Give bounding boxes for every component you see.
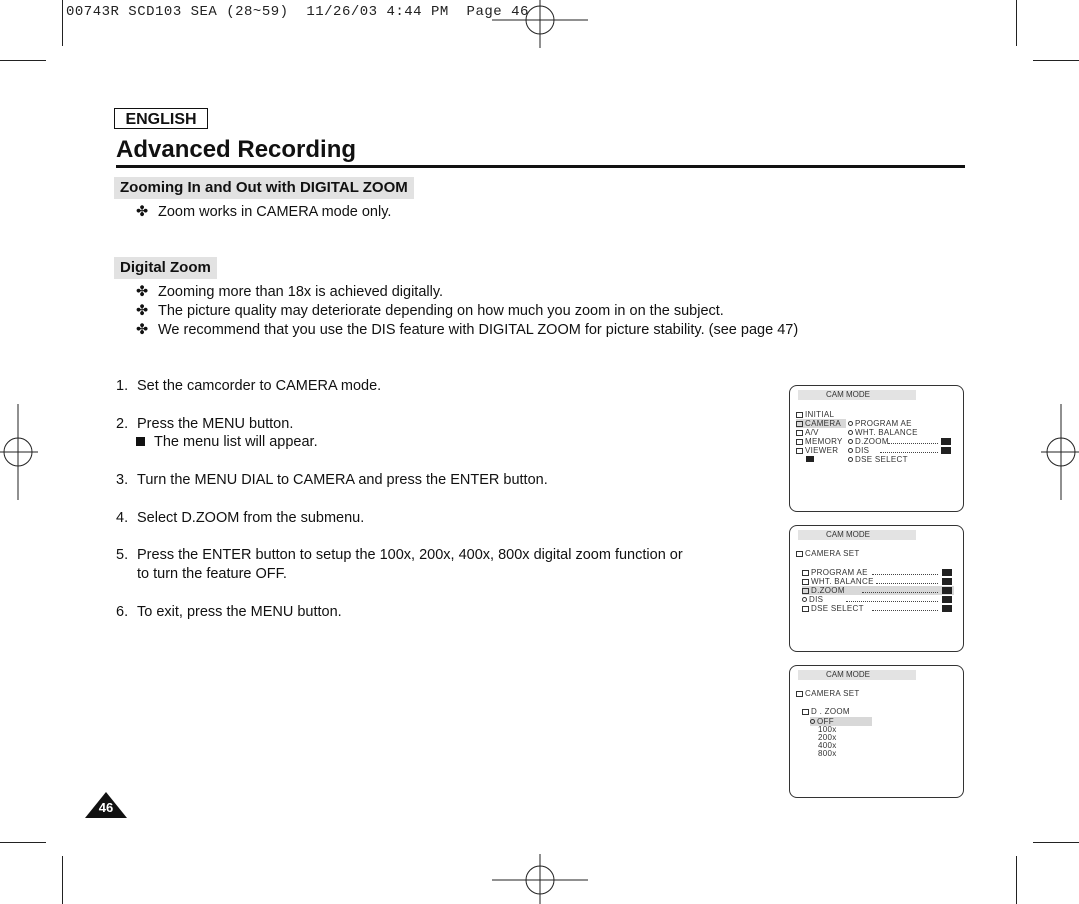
- dotted-leader: [880, 452, 938, 453]
- camera-set-header: CAMERA SET: [796, 689, 860, 698]
- sub-icon: [806, 456, 814, 462]
- crop-mark: [62, 0, 63, 46]
- option-item: 100x: [818, 725, 837, 734]
- viewer-icon: [796, 448, 803, 454]
- step-item: 6. To exit, press the MENU button.: [116, 604, 342, 620]
- menu-item-av: A/V: [796, 428, 819, 437]
- camera-set-header: CAMERA SET: [796, 549, 860, 558]
- value-indicator: [942, 569, 952, 576]
- dzoom-item: D . ZOOM: [802, 707, 850, 716]
- dotted-leader: [888, 443, 938, 444]
- step-item: 2. Press the MENU button.: [116, 416, 294, 432]
- option-item: 400x: [818, 741, 837, 750]
- setting-icon: [802, 588, 809, 594]
- radio-icon: [848, 421, 853, 426]
- step-continuation: to turn the feature OFF.: [137, 566, 287, 582]
- setting-icon: [802, 570, 809, 576]
- option-item: 200x: [818, 733, 837, 742]
- radio-icon: [810, 719, 815, 724]
- radio-icon: [848, 448, 853, 453]
- option-item: 800x: [818, 749, 837, 758]
- step-sub-item: The menu list will appear.: [136, 434, 318, 450]
- value-indicator: [942, 587, 952, 594]
- section-heading-digital-zoom: Digital Zoom: [114, 257, 217, 279]
- radio-icon: [848, 430, 853, 435]
- setting-icon: [802, 709, 809, 715]
- bullet-item: ✤ We recommend that you use the DIS feature with DIGITAL ZOOM for picture stability. (see page 47): [136, 322, 799, 338]
- value-indicator: [941, 438, 951, 445]
- bullet-mark-icon: ✤: [136, 322, 149, 338]
- setting-icon: [802, 606, 809, 612]
- bullet-mark-icon: ✤: [136, 204, 149, 220]
- setting-item: WHT. BALANCE: [802, 577, 874, 586]
- dotted-leader: [872, 574, 938, 575]
- bullet-item: ✤ The picture quality may deteriorate depending on how much you zoom in on the subject.: [136, 303, 724, 319]
- setting-icon: [802, 579, 809, 585]
- registration-mark-icon: [1039, 402, 1079, 502]
- menu-screen-1: [789, 385, 964, 512]
- step-item: 1. Set the camcorder to CAMERA mode.: [116, 378, 382, 394]
- submenu-item: DSE SELECT: [848, 455, 908, 464]
- submenu-item: DIS: [848, 446, 869, 455]
- bullet-mark-icon: ✤: [136, 284, 149, 300]
- dotted-leader: [846, 601, 938, 602]
- bullet-item: ✤ Zooming more than 18x is achieved digitally.: [136, 284, 444, 300]
- radio-icon: [848, 457, 853, 462]
- crop-mark: [1033, 60, 1079, 61]
- menu-icon: [796, 412, 803, 418]
- registration-mark-icon: [0, 402, 40, 502]
- value-indicator: [942, 578, 952, 585]
- crop-mark: [1016, 0, 1017, 46]
- setting-item-selected: D.ZOOM: [802, 586, 954, 595]
- menu-item-viewer: VIEWER: [796, 446, 838, 455]
- menu-item-memory: MEMORY: [796, 437, 843, 446]
- camera-icon: [796, 691, 803, 697]
- submenu-item: D.ZOOM: [848, 437, 889, 446]
- menu-screen-3: [789, 665, 964, 798]
- option-selected: OFF: [810, 717, 872, 726]
- mode-bar: CAM MODE: [798, 530, 916, 540]
- crop-mark: [0, 842, 46, 843]
- radio-icon: [848, 439, 853, 444]
- mode-bar: CAM MODE: [798, 390, 916, 400]
- title-divider: [116, 165, 965, 168]
- crop-mark: [1016, 856, 1017, 904]
- menu-item-camera: CAMERA: [796, 419, 846, 428]
- setting-item: PROGRAM AE: [802, 568, 868, 577]
- submenu-item: PROGRAM AE: [848, 419, 912, 428]
- crop-mark: [62, 856, 63, 904]
- section-heading-digital-zoom-mode: Zooming In and Out with DIGITAL ZOOM: [114, 177, 414, 199]
- av-icon: [796, 430, 803, 436]
- bullet-mark-icon: ✤: [136, 303, 149, 319]
- language-badge: ENGLISH: [114, 108, 208, 129]
- crop-mark: [0, 60, 46, 61]
- step-item: 5. Press the ENTER button to setup the 100x, 200x, 400x, 800x digital zoom function or: [116, 547, 683, 563]
- crop-mark: [1033, 842, 1079, 843]
- value-indicator: [942, 605, 952, 612]
- memory-icon: [796, 439, 803, 445]
- setting-item: DIS: [802, 595, 823, 604]
- camera-icon: [796, 421, 803, 427]
- radio-icon: [802, 597, 807, 602]
- mode-bar: CAM MODE: [798, 670, 916, 680]
- menu-screen-2: [789, 525, 964, 652]
- bullet-item: ✤ Zoom works in CAMERA mode only.: [136, 204, 392, 220]
- registration-mark-icon: [490, 0, 590, 50]
- step-item: 4. Select D.ZOOM from the submenu.: [116, 510, 365, 526]
- dotted-leader: [862, 592, 938, 593]
- dotted-leader: [876, 583, 938, 584]
- setting-item: DSE SELECT: [802, 604, 864, 613]
- page-title: Advanced Recording: [116, 136, 357, 163]
- registration-mark-icon: [490, 854, 590, 904]
- dotted-leader: [872, 610, 938, 611]
- value-indicator: [941, 447, 951, 454]
- camera-icon: [796, 551, 803, 557]
- print-header: 00743R SCD103 SEA (28~59) 11/26/03 4:44 PM Page 46: [66, 4, 529, 20]
- step-item: 3. Turn the MENU DIAL to CAMERA and press the ENTER button.: [116, 472, 548, 488]
- page-number: 46: [85, 792, 127, 818]
- value-indicator: [942, 596, 952, 603]
- menu-item-initial: INITIAL: [796, 410, 834, 419]
- square-bullet-icon: [136, 437, 145, 446]
- submenu-item: WHT. BALANCE: [848, 428, 918, 437]
